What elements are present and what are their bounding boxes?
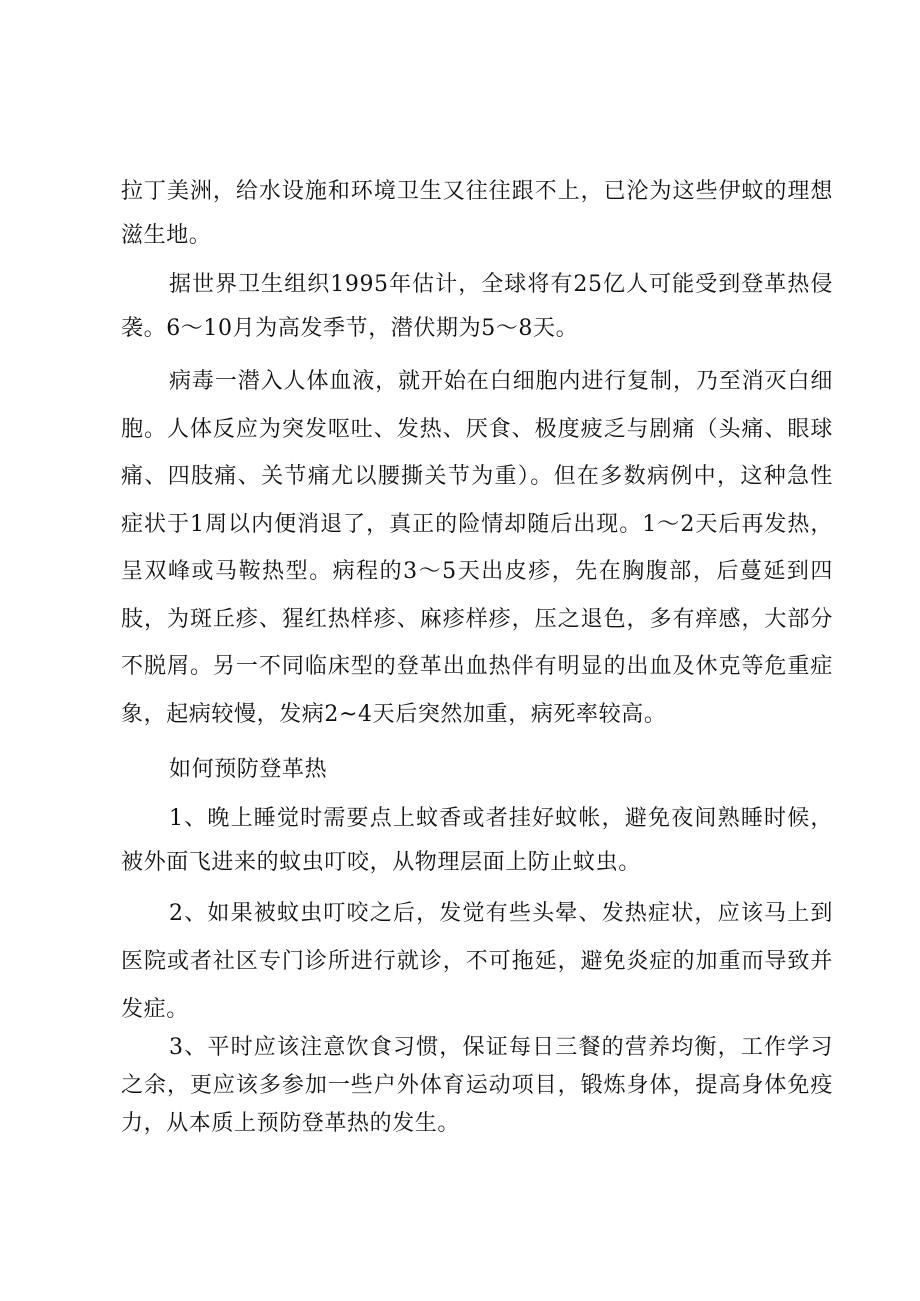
paragraph-symptoms: 病毒一潜入人体血液，就开始在白细胞内进行复制，乃至消灭白细胞。人体反应为突发呕吐、发热、厌食、极度疲乏与剧痛（头痛、眼球痛、四肢痛、关节痛尤以腰撕关节为重）。但在多数病例中，这种急性症状于1周以内便消退了，真正的险情却随后出现。1～2天后再发热，呈双峰或马鞍热型。病程的3～5天出皮疹，先在胸腹部，后蔓延到四肢，为斑丘疹、猩红热样疹、麻疹样疹，压之退色，多有痒感，大部分不脱屑。另一不同临床型的登革出血热伴有明显的出血及休克等危重症象，起病较慢，发病2~4天后突然加重，病死率较高。 xyxy=(121,369,833,727)
prevention-item-1: 1、晚上睡觉时需要点上蚊香或者挂好蚊帐，避免夜间熟睡时候，被外面飞进来的蚊虫叮咬，从物理层面上防止蚊虫。 xyxy=(121,806,833,875)
paragraph-estimate: 据世界卫生组织1995年估计，全球将有25亿人可能受到登革热侵袭。6～10月为高发季节，潜伏期为5～8天。 xyxy=(121,272,833,341)
prevention-item-3: 3、平时应该注意饮食习惯，保证每日三餐的营养均衡，工作学习之余，更应该多参加一些户外体育运动项目，锻炼身体，提高身体免疫力，从本质上预防登革热的发生。 xyxy=(121,1035,833,1136)
paragraph-continuation: 拉丁美洲，给水设施和环境卫生又往往跟不上，已沦为这些伊蚊的理想滋生地。 xyxy=(121,179,833,248)
prevention-item-2: 2、如果被蚊虫叮咬之后，发觉有些头晕、发热症状，应该马上到医院或者社区专门诊所进行就诊，不可拖延，避免炎症的加重而导致并发症。 xyxy=(121,901,833,1022)
section-heading-prevention: 如何预防登革热 xyxy=(169,757,328,782)
